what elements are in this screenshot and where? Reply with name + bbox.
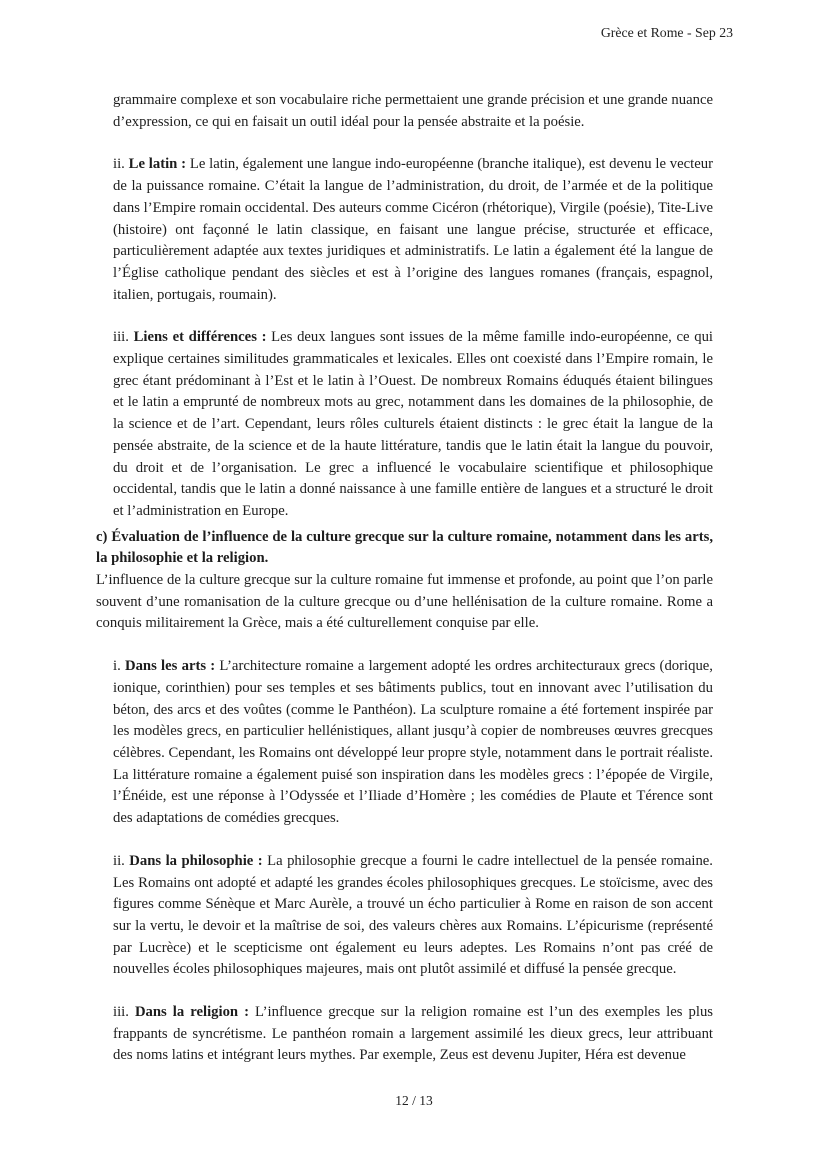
- page-header: [96, 25, 733, 41]
- paragraph-numeral: i.: [113, 658, 125, 675]
- paragraph-numeral: ii.: [113, 852, 130, 869]
- paragraph-lead-bold: Dans la philosophie :: [129, 852, 263, 869]
- paragraph-liens-et-differences: [113, 327, 713, 522]
- paragraph-text: grammaire complexe et son vocabulaire riche permettaient une grande précision et une grande nuance d’expression, ce qui en faisait un outil idéal pour la pensée abstraite et la poésie.: [113, 92, 713, 130]
- section-heading-c: c) Évaluation de l’influence de la culture grecque sur la culture romaine, notamment dans les arts, la philosophie et la religion.: [96, 528, 713, 567]
- paragraph-dans-la-religion: [113, 1002, 713, 1067]
- paragraph-dans-les-arts: [113, 656, 713, 830]
- paragraph-lead-bold: Le latin :: [128, 156, 187, 173]
- paragraph-lead-bold: Liens et différences :: [133, 329, 267, 346]
- paragraph-influence-intro: [96, 570, 713, 635]
- paragraph-lead-bold: Dans les arts :: [124, 658, 216, 675]
- paragraph-numeral: iii.: [113, 329, 134, 346]
- paragraph-text: L’influence grecque sur la religion romaine est l’un des exemples les plus frappants de syncrétisme. Le panthéon romain a largement assimilé les dieux grecs, leur attribuant des noms latins et intégrant leurs mythes. Par exemple, Zeus est devenu Jupiter, Héra est devenue: [113, 1004, 713, 1064]
- paragraph-le-latin: [113, 154, 713, 306]
- paragraph-grammar-continuation: [113, 90, 713, 133]
- paragraph-dans-la-philosophie: [113, 851, 713, 981]
- paragraph-text: La philosophie grecque a fourni le cadre intellectuel de la pensée romaine. Les Romains ont adopté et adapté les grandes écoles philosophiques grecques. Le stoïcisme, avec des figures comme Sénèque et Marc Aurèle, a trouvé un écho particulier à Rome en raison de son accent sur la vertu, le devoir et la maîtrise de soi, des valeurs chères aux Romains. L’épicurisme (représenté par Lucrèce) et le scepticisme ont également eu leurs adeptes. Les Romains n’ont pas créé de nouvelles écoles philosophiques majeures, mais ont plutôt assimilé et diffusé la pensée grecque.: [113, 852, 713, 978]
- header-title: Grèce et Rome - Sep 23: [600, 25, 733, 40]
- paragraph-text: L’architecture romaine a largement adopté les ordres architecturaux grecs (dorique, ionique, corinthien) pour ses temples et ses bâtiments publics, tout en innovant avec l’utilisation du béton, des arcs et des voûtes (comme le Panthéon). La sculpture romaine a été fortement inspirée par les modèles grecs, en particulier hellénistiques, allant jusqu’à copier de nombreuses œuvres grecques célèbres. Cependant, les Romains ont développé leur propre style, notamment dans le portrait réaliste. La littérature romaine a également puisé son inspiration dans les modèles grecs : l’épopée de Virgile, l’Énéide, est une réponse à l’Odyssée et l’Iliade d’Homère ; les comédies de Plaute et Térence sont des adaptations de comédies grecques.: [113, 658, 713, 827]
- paragraph-lead-bold: Dans la religion :: [134, 1004, 250, 1021]
- paragraph-numeral: ii.: [113, 156, 129, 173]
- page-number: 12 / 13: [395, 1093, 433, 1108]
- paragraph-text: Les deux langues sont issues de la même famille indo-européenne, ce qui explique certaines similitudes grammaticales et lexicales. Elles ont coexisté dans l’Empire romain, le grec étant prédominant à l’Est et le latin à l’Ouest. De nombreux Romains éduqués étaient bilingues et le latin a emprunté de nombreux mots au grec, notamment dans les domaines de la philosophie, de la science et de l’art. Cependant, leurs rôles culturels étaient distincts : le grec était la langue de la pensée abstraite, de la science et de la haute littérature, tandis que le latin était la langue du pouvoir, du droit et de l’organisation. Le grec a influencé le vocabulaire scientifique et philosophique occidental, tandis que le latin a donné naissance à une famille entière de langues et a structuré le droit et l’administration en Europe.: [113, 329, 714, 519]
- paragraph-numeral: iii.: [113, 1004, 135, 1021]
- page-footer: [0, 1093, 828, 1109]
- paragraph-text: Le latin, également une langue indo-européenne (branche italique), est devenu le vecteur de la puissance romaine. C’était la langue de l’administration, du droit, de l’armée et de la politique dans l’Empire romain occidental. Des auteurs comme Cicéron (rhétorique), Virgile (poésie), Tite-Live (histoire) ont façonné le latin classique, en faisant une langue précise, structurée et efficace, particulièrement adaptée aux textes juridiques et administratifs. Le latin a également été la langue de l’Église catholique pendant des siècles et est à l’origine des langues romanes (français, espagnol, italien, portugais, roumain).: [113, 156, 713, 303]
- document-body: [96, 90, 713, 1067]
- paragraph-text: L’influence de la culture grecque sur la culture romaine fut immense et profonde, au point que l’on parle souvent d’une romanisation de la culture grecque ou d’une hellénisation de la culture romaine. Rome a conquis militairement la Grèce, mais a été culturellement conquise par elle.: [96, 572, 713, 632]
